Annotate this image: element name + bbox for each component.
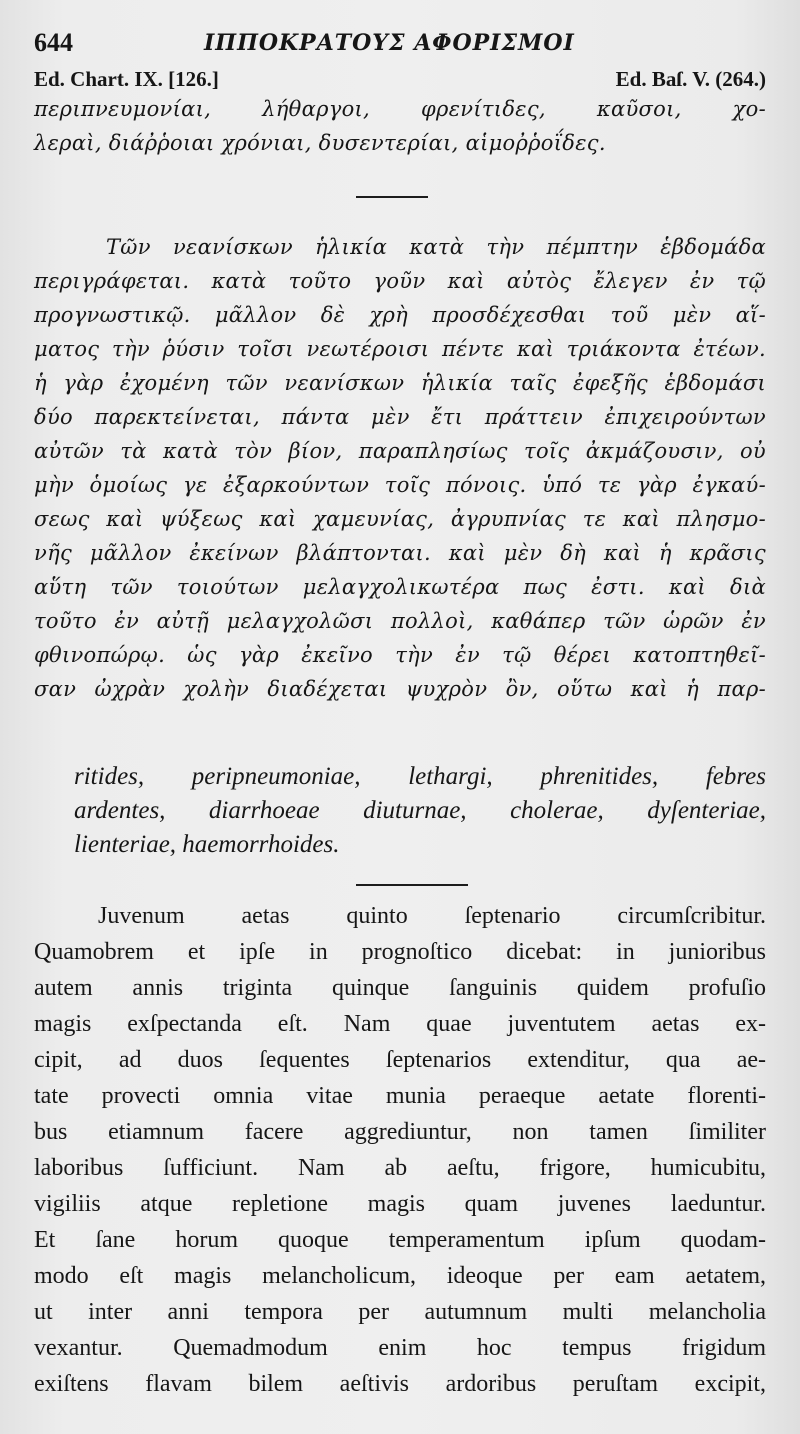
text-line: ματος τὴν ῥύσιν τοῖσι νεωτέροισι πέντε καὶ τριάκοντα ἐτέων. — [34, 337, 766, 361]
text-line: σαν ὠχρὰν χολὴν διαδέχεται ψυχρὸν ὂν, οὕτω καὶ ἡ παρ- — [34, 677, 766, 701]
text-line: lienteriae, haemorrhoides. — [74, 831, 340, 858]
text-line: magis exſpectanda eſt. Nam quae juventutem aetas ex- — [34, 1011, 766, 1037]
text-line: cipit, ad duos ſequentes ſeptenarios extenditur, qua ae- — [34, 1047, 766, 1073]
text-line: δύο παρεκτείνεται, πάντα μὲν ἔτι πράττειν ἐπιχειρούντων — [34, 405, 766, 429]
text-line: exiſtens flavam bilem aeſtivis ardoribus peruſtam excipit, — [34, 1371, 766, 1397]
section-divider — [356, 884, 468, 886]
text-line: σεως καὶ ψύξεως καὶ χαμευνίας, ἀγρυπνίας τε καὶ πλησμο- — [34, 507, 766, 531]
text-line: αὐτῶν τὰ κατὰ τὸν βίον, παραπλησίως τοῖς ἀκμάζουσιν, οὐ — [34, 439, 766, 463]
greek-paragraph — [34, 230, 766, 706]
text-line: αὕτη τῶν τοιούτων μελαγχολικωτέρα πως ἐστι. καὶ διὰ — [34, 575, 766, 599]
text-line: laboribus ſufficiunt. Nam ab aeſtu, frigore, humicubitu, — [34, 1155, 766, 1181]
text-line: tate provecti omnia vitae munia peraeque aetate florenti- — [34, 1083, 766, 1109]
text-line: ut inter anni tempora per autumnum multi melancholia — [34, 1299, 766, 1325]
text-line: περιπνευμονίαι, λήθαργοι, φρενίτιδες, καῦσοι, χο- — [34, 97, 766, 121]
text-line: ἡ γὰρ ἐχομένη τῶν νεανίσκων ἡλικία ταῖς ἐφεξῆς ἑβδομάσι — [34, 371, 766, 395]
text-line: Et ſane horum quoque temperamentum ipſum quodam- — [34, 1227, 766, 1253]
running-title: ΙΠΠΟΚΡΑΤΟΥΣ ΑΦΟΡΙΣΜΟΙ — [204, 30, 575, 56]
text-line: ardentes, diarrhoeae diuturnae, cholerae, dyſenteriae, — [74, 797, 766, 824]
text-line: προγνωστικῷ. μᾶλλον δὲ χρὴ προσδέχεσθαι τοῦ μὲν αἵ- — [34, 303, 766, 327]
latin-continuation — [74, 760, 766, 862]
edition-references — [34, 67, 766, 95]
text-line: περιγράφεται. κατὰ τοῦτο γοῦν καὶ αὐτὸς ἔλεγεν ἐν τῷ — [34, 269, 766, 293]
text-line: bus etiamnum facere aggrediuntur, non tamen ſimiliter — [34, 1119, 766, 1145]
greek-continuation — [34, 92, 766, 160]
text-line: autem annis triginta quinque ſanguinis quidem profuſio — [34, 975, 766, 1001]
text-line: ritides, peripneumoniae, lethargi, phrenitides, febres — [74, 763, 766, 790]
text-line: Quamobrem et ipſe in prognoſtico dicebat: in junioribus — [34, 939, 766, 965]
text-line: Juvenum aetas quinto ſeptenario circumſcribitur. — [98, 903, 766, 929]
page-header — [34, 28, 774, 68]
text-line: φθινοπώρῳ. ὡς γὰρ ἐκεῖνο τὴν ἐν τῷ θέρει κατοπτηθεῖ- — [34, 643, 766, 667]
text-line: νῆς μᾶλλον ἐκείνων βλάπτονται. καὶ μὲν δὴ καὶ ἡ κρᾶσις — [34, 541, 766, 565]
latin-paragraph — [34, 898, 766, 1402]
text-line: vigiliis atque repletione magis quam juvenes laeduntur. — [34, 1191, 766, 1217]
text-line: μὴν ὁμοίως γε ἐξαρκούντων τοῖς πόνοις. ὑπό τε γὰρ ἐγκαύ- — [34, 473, 766, 497]
text-line: vexantur. Quemadmodum enim hoc tempus frigidum — [34, 1335, 766, 1361]
edition-basel-ref: Ed. Baſ. V. (264.) — [615, 67, 766, 91]
edition-chartier-ref: Ed. Chart. IX. [126.] — [34, 67, 219, 91]
text-line: modo eſt magis melancholicum, ideoque per eam aetatem, — [34, 1263, 766, 1289]
text-line: λεραὶ, διάῤῥοιαι χρόνιαι, δυσεντερίαι, αἱμοῤῥοΐδες. — [34, 131, 606, 155]
text-line: τοῦτο ἐν αὐτῇ μελαγχολῶσι πολλοὶ, καθάπερ τῶν ὡρῶν ἐν — [34, 609, 766, 633]
text-line: Τῶν νεανίσκων ἡλικία κατὰ τὴν πέμπτην ἑβδομάδα — [106, 235, 766, 259]
section-divider — [356, 196, 428, 198]
page-number: 644 — [34, 28, 73, 57]
